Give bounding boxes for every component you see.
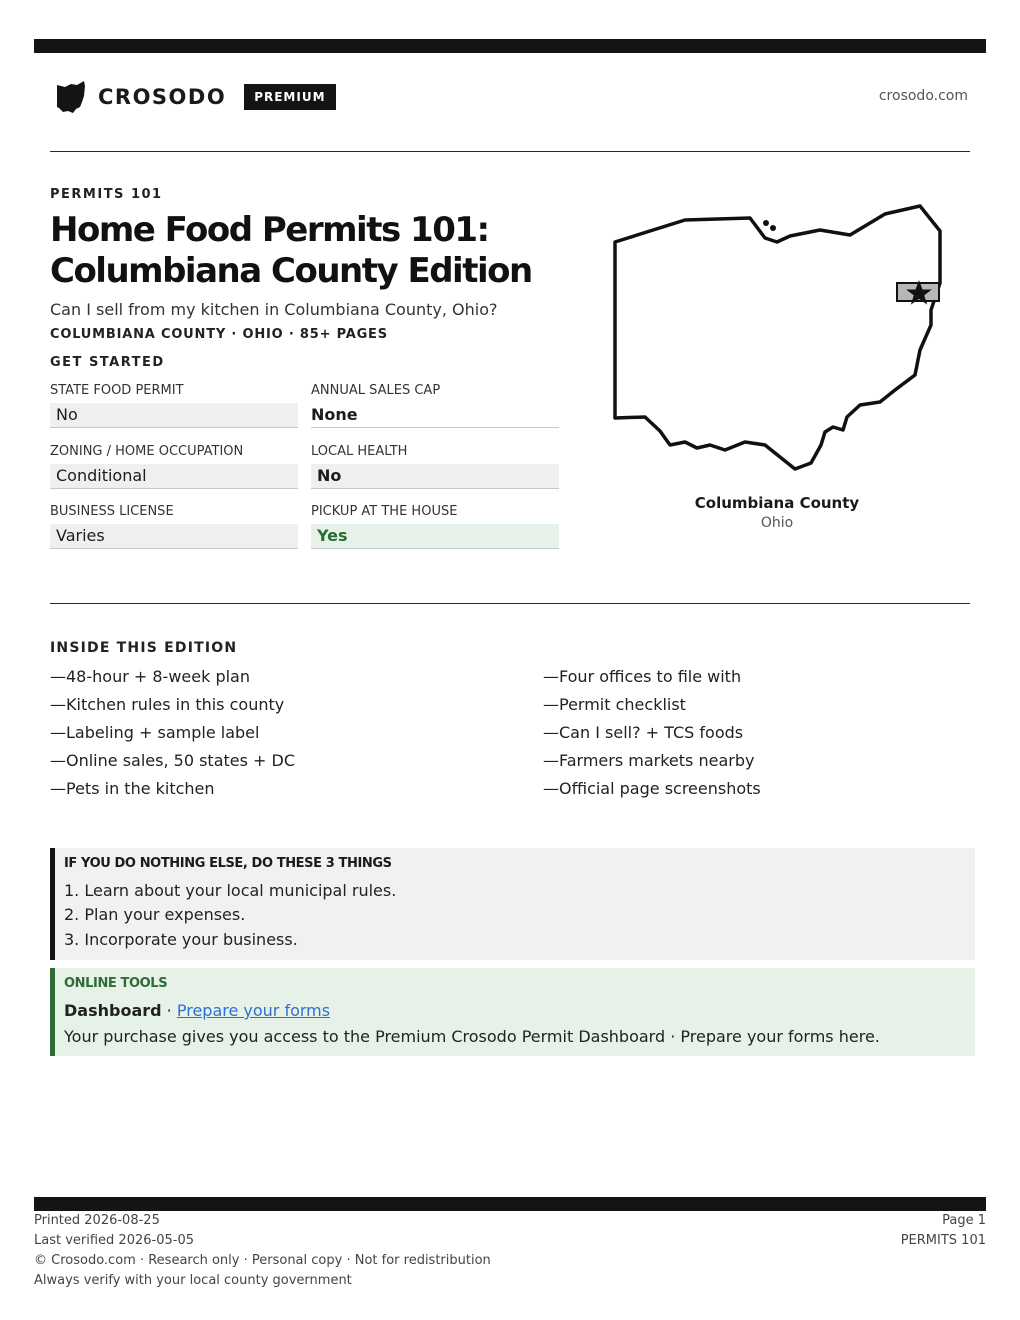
list-item: —Four offices to file with bbox=[543, 667, 742, 686]
separator: · bbox=[161, 1001, 177, 1020]
list-item: —48-hour + 8-week plan bbox=[50, 667, 250, 686]
list-item: —Permit checklist bbox=[543, 695, 686, 714]
fact-label: STATE FOOD PERMIT bbox=[50, 383, 184, 398]
fact-label: LOCAL HEALTH bbox=[311, 444, 408, 459]
section-kicker: PERMITS 101 bbox=[50, 187, 163, 202]
list-item: —Online sales, 50 states + DC bbox=[50, 751, 296, 770]
title-line-2: Columbiana County Edition bbox=[50, 251, 532, 291]
fact-local-health bbox=[311, 444, 559, 489]
list-item: —Kitchen rules in this county bbox=[50, 695, 285, 714]
fact-label: ANNUAL SALES CAP bbox=[311, 383, 441, 398]
callout-heading: IF YOU DO NOTHING ELSE, DO THESE 3 THINGS bbox=[64, 856, 392, 871]
verify-note: Always verify with your local county government bbox=[34, 1273, 352, 1288]
fact-zoning bbox=[50, 444, 298, 489]
brand[interactable] bbox=[56, 80, 336, 114]
fact-value: No bbox=[50, 403, 298, 428]
footer-left bbox=[34, 1211, 491, 1291]
site-url[interactable]: crosodo.com bbox=[878, 88, 968, 104]
bottom-bar bbox=[34, 1197, 986, 1211]
map-state-label: Ohio bbox=[760, 515, 794, 531]
star-icon bbox=[905, 279, 933, 307]
tools-links bbox=[64, 1001, 330, 1020]
fact-state-food-permit bbox=[50, 383, 298, 428]
tools-description: Your purchase gives you access to the Premium Crosodo Permit Dashboard · Prepare your forms here. bbox=[64, 1027, 880, 1046]
contents-list-left bbox=[50, 663, 295, 803]
county-map bbox=[605, 195, 950, 484]
fact-label: BUSINESS LICENSE bbox=[50, 504, 174, 519]
fact-label: ZONING / HOME OCCUPATION bbox=[50, 444, 244, 459]
fact-value: Varies bbox=[50, 524, 298, 549]
fact-annual-sales-cap bbox=[311, 383, 559, 428]
list-item: —Farmers markets nearby bbox=[543, 751, 755, 770]
callout-item: 3. Incorporate your business. bbox=[64, 930, 298, 949]
fact-value: No bbox=[311, 464, 559, 489]
edition-meta: COLUMBIANA COUNTY · OHIO · 85+ PAGES bbox=[50, 327, 388, 342]
printed-date: Printed 2026-08-25 bbox=[34, 1213, 160, 1228]
callout-item: 2. Plan your expenses. bbox=[64, 905, 246, 924]
tools-heading: ONLINE TOOLS bbox=[64, 976, 168, 991]
get-started-heading: GET STARTED bbox=[50, 355, 165, 370]
three-things-callout bbox=[50, 848, 975, 960]
top-bar bbox=[34, 39, 986, 53]
prepare-forms-link[interactable]: Prepare your forms bbox=[176, 1001, 331, 1020]
dashboard-label: Dashboard bbox=[64, 1001, 162, 1020]
fact-value: Yes bbox=[311, 524, 559, 549]
list-item: —Pets in the kitchen bbox=[50, 779, 215, 798]
fact-pickup bbox=[311, 504, 559, 549]
fact-value: None bbox=[311, 403, 559, 428]
list-item: —Official page screenshots bbox=[543, 779, 761, 798]
fact-value: Conditional bbox=[50, 464, 298, 489]
header-divider bbox=[50, 151, 970, 152]
fact-label: PICKUP AT THE HOUSE bbox=[311, 504, 458, 519]
callout-item: 1. Learn about your local municipal rules. bbox=[64, 881, 397, 900]
map-county-label: Columbiana County bbox=[694, 494, 860, 512]
ohio-outline bbox=[605, 195, 950, 480]
page-title bbox=[50, 210, 610, 292]
fact-business-license bbox=[50, 504, 298, 549]
brand-name: CROSODO bbox=[98, 85, 227, 109]
premium-badge: PREMIUM bbox=[244, 84, 335, 110]
page-number: Page 1 bbox=[942, 1213, 986, 1228]
title-line-1: Home Food Permits 101: bbox=[50, 210, 489, 250]
section-divider bbox=[50, 603, 970, 604]
footer-section: PERMITS 101 bbox=[900, 1233, 986, 1248]
ohio-logo-icon bbox=[56, 80, 86, 114]
verified-date: Last verified 2026-05-05 bbox=[34, 1233, 194, 1248]
footer-right bbox=[901, 1211, 986, 1251]
list-item: —Can I sell? + TCS foods bbox=[543, 723, 744, 742]
list-item: —Labeling + sample label bbox=[50, 723, 260, 742]
contents-list-right bbox=[543, 663, 761, 803]
copyright: © Crosodo.com · Research only · Personal copy · Not for redistribution bbox=[34, 1253, 491, 1268]
page-subtitle: Can I sell from my kitchen in Columbiana County, Ohio? bbox=[50, 300, 498, 319]
inside-heading: INSIDE THIS EDITION bbox=[50, 640, 238, 656]
online-tools-box bbox=[50, 968, 975, 1056]
